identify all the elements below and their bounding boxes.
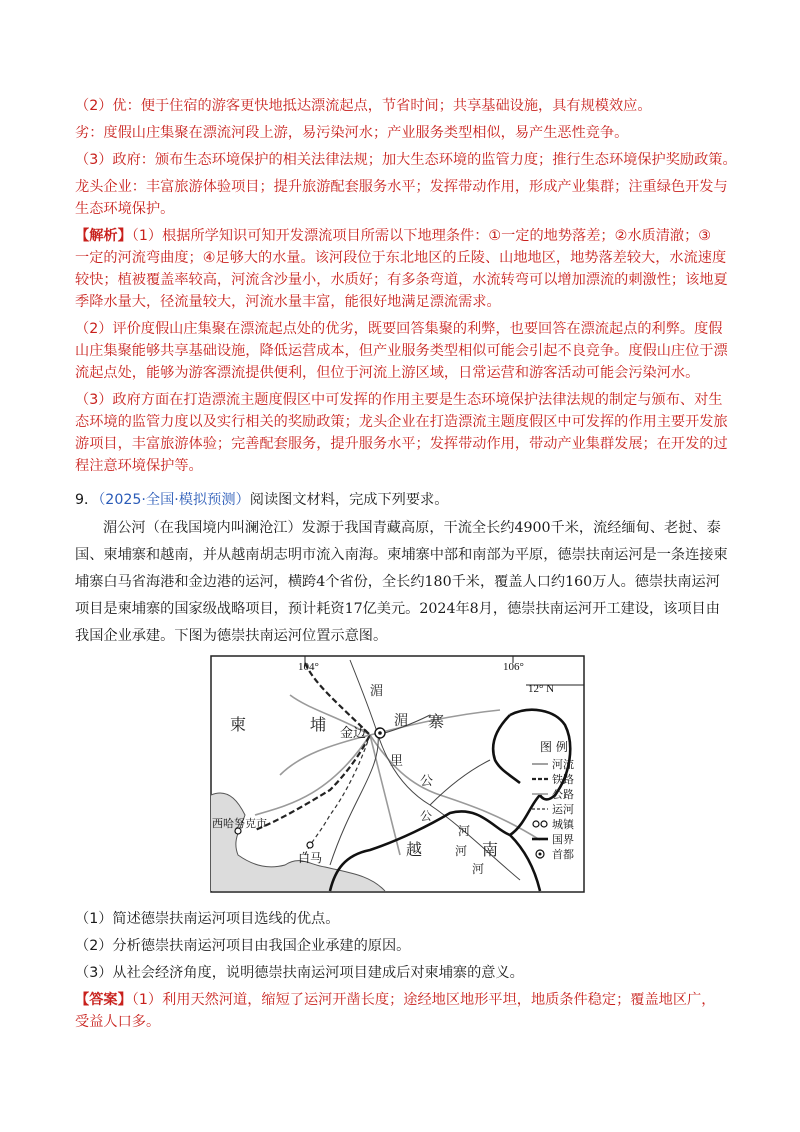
analysis-line-8: （3）政府方面在打造漂流主题度假区中可发挥的作用主要是生态环境保护法律法规的制定与颁布、对生 bbox=[75, 392, 723, 408]
sub-question-2: （2）分析德崇扶南运河项目由我国企业承建的原因。 bbox=[75, 938, 411, 954]
analysis-line-3: 较快；植被覆盖率较高，河流含沙量小，水质好；有多条弯道，水流转弯可以增加漂流的刺激性；该地夏 bbox=[75, 272, 728, 288]
question-prompt: 阅读图文材料，完成下列要求。 bbox=[249, 492, 449, 508]
capital-symbol-phnom-penh bbox=[375, 728, 385, 738]
legend-capital: 首都 bbox=[552, 848, 574, 861]
analysis-line-4: 季降水量大，径流量较大，河流水量丰富，能很好地满足漂流需求。 bbox=[75, 294, 501, 310]
legend-rail: 铁路 bbox=[552, 773, 574, 786]
answer-3-leading-firms-1: 龙头企业：丰富旅游体验项目；提升旅游配套服务水平；发挥带动作用，形成产业集群；注重绿色开发与 bbox=[75, 179, 728, 195]
answer-2-advantages: （2）优：便于住宿的游客更快地抵达漂流起点，节省时间；共享基础设施，具有规模效应。 bbox=[75, 98, 652, 114]
answer-3-leading-firms-2: 生态环境保护。 bbox=[75, 201, 175, 217]
label-12n: 12° N bbox=[528, 683, 555, 695]
legend-town: 城镇 bbox=[552, 818, 574, 831]
material-line-5: 我国企业承建。下图为德崇扶南运河位置示意图。 bbox=[75, 628, 388, 644]
label-country-4: 越 bbox=[406, 840, 423, 859]
legend-capital-dot bbox=[539, 853, 542, 856]
legend-town-symbol-1 bbox=[533, 821, 539, 827]
legend-border: 国界 bbox=[552, 833, 574, 846]
analysis-line-11: 程注意环境保护等。 bbox=[75, 458, 203, 474]
label-west-city: 西哈努克市 bbox=[212, 817, 267, 830]
analysis-line-5: （2）评价度假山庄集聚在漂流起点处的优劣，既要回答集聚的利弊，也要回答在漂流起点的利弊。度假 bbox=[75, 321, 723, 337]
label-river-2: 公 bbox=[420, 774, 434, 789]
legend-river: 河流 bbox=[552, 758, 574, 771]
analysis-line-1: 【解析】（1）根据所学知识可知开发漂流项目所需以下地理条件：①一定的地势落差；②水质清澈；③ bbox=[75, 228, 711, 244]
legend-road: 公路 bbox=[552, 788, 574, 801]
label-extra: 里 bbox=[390, 754, 404, 769]
question-number: 9． bbox=[75, 492, 99, 508]
label-river-c: 河 bbox=[455, 844, 468, 858]
analysis-tag: 【解析】 bbox=[75, 228, 132, 244]
label-river-3: 河 bbox=[458, 824, 471, 838]
answer-tag: 【答案】 bbox=[75, 992, 132, 1008]
answer-line-2: 受益人口多。 bbox=[75, 1014, 161, 1030]
analysis-line-7: 流起点处，能够为游客漂流提供便利，但位于河流上游区域，日常运营和游客活动可能会污染河水。 bbox=[75, 365, 700, 381]
label-country-1: 柬 bbox=[230, 715, 247, 734]
analysis-line-9: 态环境的监管力度以及实行相关的奖励政策；龙头企业在打造漂流主题度假区中可发挥的作用主要开发旅 bbox=[75, 414, 728, 430]
label-106: 106° bbox=[503, 661, 524, 673]
label-river-b: 公 bbox=[420, 809, 433, 823]
sub-question-3: （3）从社会经济角度，说明德崇扶南运河项目建成后对柬埔寨的意义。 bbox=[75, 965, 524, 981]
label-country-2: 埔 bbox=[310, 715, 327, 734]
analysis-line-6: 山庄集聚能够共享基础设施，降低运营成本，但产业服务类型相似可能会引起不良竞争。度假山庄位于漂 bbox=[75, 343, 728, 359]
question-source: （2025·全国·模拟预测） bbox=[98, 492, 250, 508]
material-line-2: 国、柬埔寨和越南，并从越南胡志明市流入南海。柬埔寨中部和南部为平原，德崇扶南运河是一条连接柬 bbox=[75, 547, 728, 563]
label-river-a: 湄 bbox=[394, 713, 408, 729]
legend-town-symbol-2 bbox=[541, 821, 547, 827]
legend-title: 图 例 bbox=[540, 740, 568, 754]
label-capital: 金边 bbox=[340, 726, 367, 741]
town-kep bbox=[307, 842, 313, 848]
label-river-d: 河 bbox=[472, 862, 485, 876]
material-line-1: 湄公河（在我国境内叫澜沧江）发源于我国青藏高原，干流全长约4900千米，流经缅甸、老挝、泰 bbox=[103, 520, 721, 536]
label-river-1: 湄 bbox=[370, 684, 384, 699]
material-line-3: 埔寨白马省海港和金边港的运河，横跨4个省份，全长约180千米，覆盖人口约160万人。德崇扶南运河 bbox=[75, 574, 720, 590]
answer-3-government: （3）政府：颁布生态环境保护的相关法律法规；加大生态环境的监管力度；推行生态环境保护奖励政策。 bbox=[75, 152, 737, 168]
analysis-line-10: 游项目，丰富旅游体验；完善配套服务，提升服务水平；发挥带动作用，带动产业集群发展；在开发的过 bbox=[75, 436, 728, 452]
legend-canal: 运河 bbox=[552, 803, 574, 816]
canal-location-map bbox=[210, 655, 585, 893]
answer-line-1: 【答案】（1）利用天然河道，缩短了运河开凿长度；途经地区地形平坦，地质条件稳定；覆盖地区广， bbox=[75, 992, 716, 1008]
material-line-4: 项目是柬埔寨的国家级战略项目，预计耗资17亿美元。2024年8月，德崇扶南运河开工建设，该项目由 bbox=[75, 601, 720, 617]
question-9-header bbox=[75, 490, 735, 510]
label-104: 104° bbox=[298, 661, 319, 673]
answer-2-disadvantages: 劣：度假山庄集聚在漂流河段上游，易污染河水；产业服务类型相似，易产生恶性竞争。 bbox=[75, 125, 629, 141]
sub-question-1: （1）简述德崇扶南运河项目选线的优点。 bbox=[75, 911, 340, 927]
analysis-line-2: 一定的河流弯曲度；④足够大的水量。该河段位于东北地区的丘陵、山地地区，地势落差较大，水流速度 bbox=[75, 250, 727, 266]
label-country-5: 南 bbox=[482, 840, 499, 859]
label-country-3: 寨 bbox=[428, 712, 445, 731]
label-port: 白马 bbox=[298, 851, 323, 865]
